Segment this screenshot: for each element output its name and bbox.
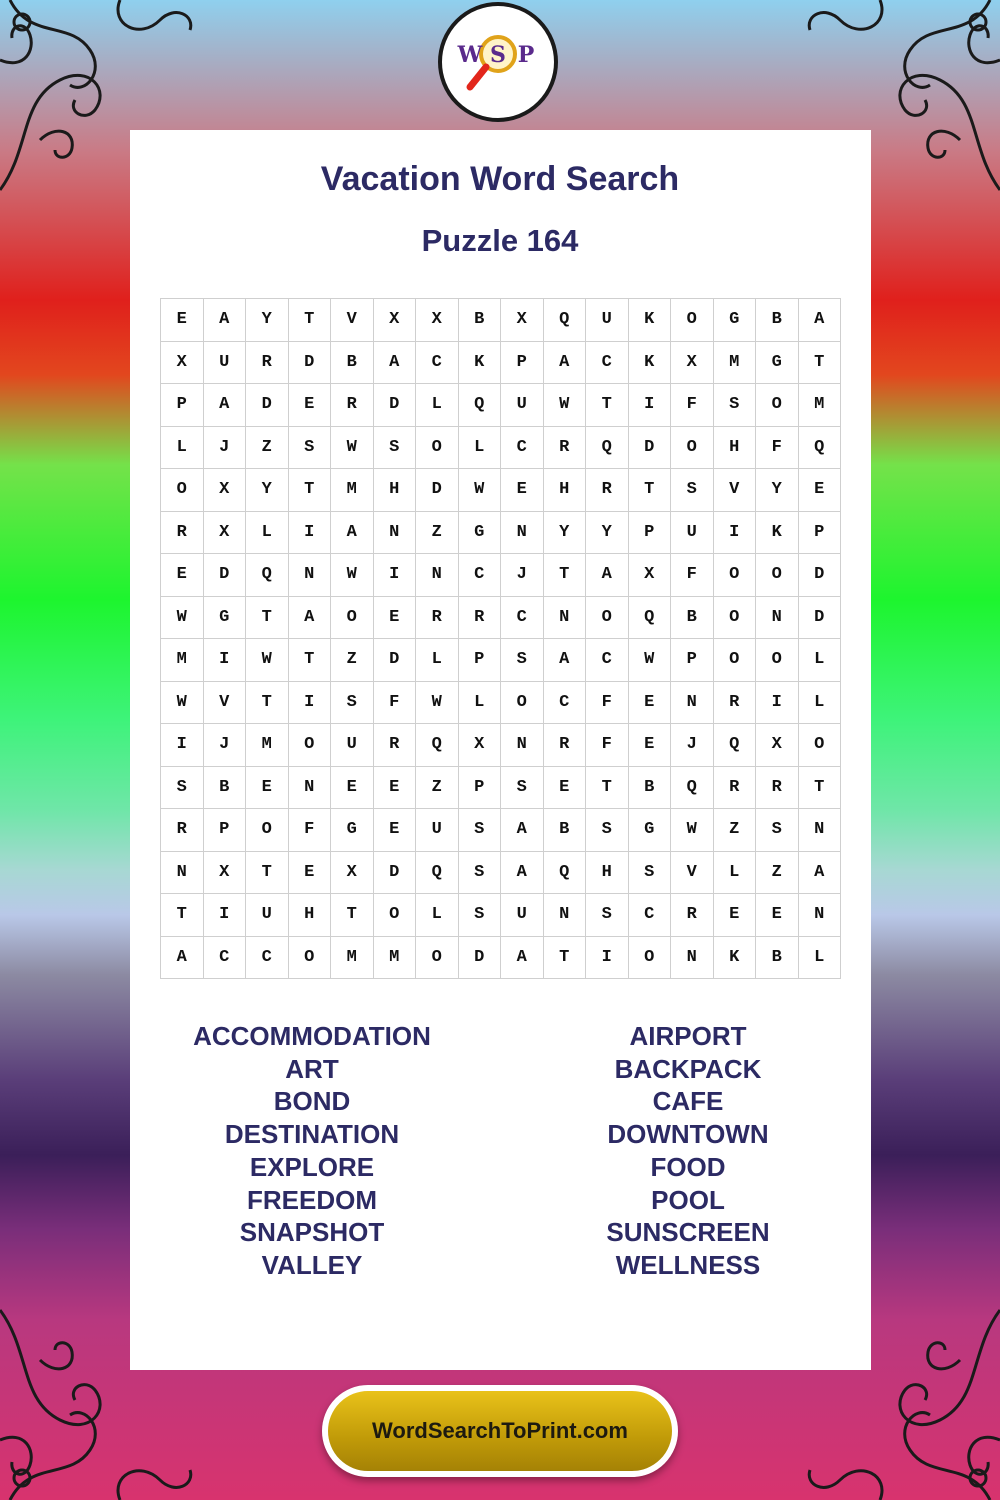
grid-cell[interactable]: R xyxy=(161,512,204,555)
grid-cell[interactable]: U xyxy=(331,724,374,767)
grid-cell[interactable]: E xyxy=(374,767,417,810)
grid-cell[interactable]: R xyxy=(544,724,587,767)
grid-cell[interactable]: X xyxy=(204,512,247,555)
grid-cell[interactable]: X xyxy=(204,469,247,512)
grid-cell[interactable]: G xyxy=(459,512,502,555)
word-list-left xyxy=(147,1020,477,1282)
grid-cell[interactable]: R xyxy=(459,597,502,640)
grid-cell[interactable]: E xyxy=(501,469,544,512)
grid-cell[interactable]: H xyxy=(586,852,629,895)
grid-cell[interactable]: P xyxy=(629,512,672,555)
grid-cell[interactable]: Q xyxy=(459,384,502,427)
grid-cell[interactable]: K xyxy=(629,299,672,342)
grid-cell[interactable]: D xyxy=(374,384,417,427)
word-list-item: ACCOMMODATION xyxy=(193,1021,431,1051)
grid-cell[interactable]: M xyxy=(799,384,842,427)
grid-cell[interactable]: T xyxy=(799,342,842,385)
grid-cell[interactable]: Q xyxy=(671,767,714,810)
word-list-item: SNAPSHOT xyxy=(239,1217,385,1248)
grid-cell[interactable]: K xyxy=(756,512,799,555)
word-list-item: CAFE xyxy=(652,1086,724,1117)
grid-cell[interactable]: S xyxy=(586,894,629,937)
grid-cell[interactable]: F xyxy=(671,554,714,597)
grid-cell[interactable]: M xyxy=(374,937,417,980)
grid-cell[interactable]: B xyxy=(459,299,502,342)
grid-cell[interactable]: X xyxy=(501,299,544,342)
grid-cell[interactable]: L xyxy=(799,937,842,980)
grid-cell[interactable]: B xyxy=(671,597,714,640)
grid-cell[interactable]: D xyxy=(374,639,417,682)
grid-cell[interactable]: O xyxy=(714,554,757,597)
grid-cell[interactable]: O xyxy=(246,809,289,852)
grid-cell[interactable]: B xyxy=(331,342,374,385)
word-list-item: ART xyxy=(285,1053,339,1084)
grid-cell[interactable]: T xyxy=(544,937,587,980)
grid-cell[interactable]: S xyxy=(671,469,714,512)
grid-cell[interactable]: Z xyxy=(416,767,459,810)
grid-cell[interactable]: X xyxy=(204,852,247,895)
grid-cell[interactable]: W xyxy=(161,597,204,640)
grid-cell[interactable]: K xyxy=(459,342,502,385)
grid-cell[interactable]: R xyxy=(714,767,757,810)
grid-cell[interactable]: U xyxy=(501,384,544,427)
word-list-right xyxy=(523,1020,853,1282)
grid-cell[interactable]: E xyxy=(289,384,332,427)
grid-cell[interactable]: L xyxy=(246,512,289,555)
grid-cell[interactable]: L xyxy=(416,384,459,427)
grid-cell[interactable]: I xyxy=(204,639,247,682)
grid-cell[interactable]: T xyxy=(246,852,289,895)
grid-cell[interactable]: N xyxy=(289,554,332,597)
grid-cell[interactable]: I xyxy=(714,512,757,555)
grid-cell[interactable]: P xyxy=(799,512,842,555)
grid-cell[interactable]: E xyxy=(331,767,374,810)
grid-cell[interactable]: S xyxy=(629,852,672,895)
grid-cell[interactable]: E xyxy=(756,894,799,937)
grid-cell[interactable]: G xyxy=(629,809,672,852)
grid-cell[interactable]: C xyxy=(459,554,502,597)
grid-cell[interactable]: T xyxy=(586,767,629,810)
site-link[interactable]: WordSearchToPrint.com xyxy=(372,1418,628,1443)
grid-cell[interactable]: M xyxy=(331,469,374,512)
grid-cell[interactable]: C xyxy=(586,342,629,385)
grid-cell[interactable]: O xyxy=(586,597,629,640)
grid-cell[interactable]: A xyxy=(204,299,247,342)
grid-cell[interactable]: D xyxy=(204,554,247,597)
grid-cell[interactable]: R xyxy=(416,597,459,640)
grid-cell[interactable]: T xyxy=(246,597,289,640)
grid-cell[interactable]: E xyxy=(629,682,672,725)
grid-cell[interactable]: R xyxy=(586,469,629,512)
grid-cell[interactable]: U xyxy=(671,512,714,555)
grid-cell[interactable]: E xyxy=(374,597,417,640)
grid-cell[interactable]: G xyxy=(204,597,247,640)
grid-cell[interactable]: I xyxy=(161,724,204,767)
grid-cell[interactable]: V xyxy=(204,682,247,725)
grid-cell[interactable]: Q xyxy=(629,597,672,640)
grid-cell[interactable]: E xyxy=(714,894,757,937)
grid-cell[interactable]: C xyxy=(416,342,459,385)
grid-cell[interactable]: N xyxy=(501,512,544,555)
grid-cell[interactable]: Q xyxy=(416,724,459,767)
grid-cell[interactable]: U xyxy=(204,342,247,385)
grid-cell[interactable]: S xyxy=(459,894,502,937)
grid-cell[interactable]: I xyxy=(204,894,247,937)
grid-cell[interactable]: E xyxy=(374,809,417,852)
grid-cell[interactable]: R xyxy=(331,384,374,427)
grid-cell[interactable]: I xyxy=(289,512,332,555)
grid-cell[interactable]: U xyxy=(586,299,629,342)
grid-cell[interactable]: W xyxy=(459,469,502,512)
grid-cell[interactable]: E xyxy=(161,554,204,597)
grid-cell[interactable]: D xyxy=(799,597,842,640)
grid-cell[interactable]: O xyxy=(331,597,374,640)
grid-cell[interactable]: S xyxy=(374,427,417,470)
grid-cell[interactable]: Z xyxy=(714,809,757,852)
grid-cell[interactable]: A xyxy=(331,512,374,555)
grid-cell[interactable]: S xyxy=(331,682,374,725)
grid-cell[interactable]: G xyxy=(714,299,757,342)
grid-cell[interactable]: X xyxy=(459,724,502,767)
grid-cell[interactable]: D xyxy=(374,852,417,895)
logo-letter-w: W xyxy=(457,42,483,68)
grid-cell[interactable]: K xyxy=(629,342,672,385)
grid-cell[interactable]: C xyxy=(501,427,544,470)
grid-cell[interactable]: M xyxy=(161,639,204,682)
grid-cell[interactable]: S xyxy=(289,427,332,470)
grid-cell[interactable]: M xyxy=(331,937,374,980)
grid-cell[interactable]: T xyxy=(331,894,374,937)
grid-cell[interactable]: T xyxy=(629,469,672,512)
word-list-item: DESTINATION xyxy=(224,1119,400,1150)
grid-cell[interactable]: A xyxy=(544,342,587,385)
grid-cell[interactable]: I xyxy=(756,682,799,725)
grid-cell[interactable]: P xyxy=(459,639,502,682)
grid-cell[interactable]: R xyxy=(714,682,757,725)
grid-cell[interactable]: Z xyxy=(416,512,459,555)
grid-cell[interactable]: X xyxy=(374,299,417,342)
grid-cell[interactable]: W xyxy=(629,639,672,682)
grid-cell[interactable]: I xyxy=(629,384,672,427)
grid-cell[interactable]: P xyxy=(161,384,204,427)
grid-cell[interactable]: I xyxy=(586,937,629,980)
grid-cell[interactable]: L xyxy=(799,639,842,682)
grid-cell[interactable]: O xyxy=(161,469,204,512)
grid-cell[interactable]: D xyxy=(246,384,289,427)
grid-cell[interactable]: A xyxy=(374,342,417,385)
grid-cell[interactable]: C xyxy=(246,937,289,980)
grid-cell[interactable]: S xyxy=(714,384,757,427)
grid-cell[interactable]: T xyxy=(289,469,332,512)
grid-cell[interactable]: C xyxy=(501,597,544,640)
grid-cell[interactable]: M xyxy=(714,342,757,385)
grid-cell[interactable]: L xyxy=(799,682,842,725)
word-list-item: BACKPACK xyxy=(614,1053,762,1084)
grid-cell[interactable]: Q xyxy=(416,852,459,895)
grid-cell[interactable]: Z xyxy=(756,852,799,895)
grid-cell[interactable]: O xyxy=(756,554,799,597)
grid-cell[interactable]: W xyxy=(246,639,289,682)
grid-cell[interactable]: E xyxy=(544,767,587,810)
grid-cell[interactable]: R xyxy=(161,809,204,852)
grid-cell[interactable]: C xyxy=(586,639,629,682)
grid-cell[interactable]: O xyxy=(289,724,332,767)
grid-cell[interactable]: Y xyxy=(756,469,799,512)
grid-cell[interactable]: Y xyxy=(544,512,587,555)
grid-cell[interactable]: S xyxy=(161,767,204,810)
grid-cell[interactable]: N xyxy=(756,597,799,640)
grid-cell[interactable]: R xyxy=(374,724,417,767)
grid-cell[interactable]: Q xyxy=(544,299,587,342)
word-list-item: BOND xyxy=(273,1086,351,1117)
grid-cell[interactable]: R xyxy=(544,427,587,470)
grid-cell[interactable]: L xyxy=(416,894,459,937)
grid-cell[interactable]: O xyxy=(289,937,332,980)
grid-cell[interactable]: W xyxy=(161,682,204,725)
grid-cell[interactable]: N xyxy=(799,894,842,937)
grid-cell[interactable]: R xyxy=(246,342,289,385)
grid-cell[interactable]: X xyxy=(416,299,459,342)
grid-cell[interactable]: N xyxy=(289,767,332,810)
grid-cell[interactable]: W xyxy=(331,427,374,470)
grid-cell[interactable]: S xyxy=(459,809,502,852)
grid-cell[interactable]: U xyxy=(501,894,544,937)
grid-cell[interactable]: A xyxy=(289,597,332,640)
grid-cell[interactable]: A xyxy=(501,852,544,895)
wsp-logo xyxy=(438,2,558,122)
grid-cell[interactable]: A xyxy=(161,937,204,980)
grid-cell[interactable]: L xyxy=(416,639,459,682)
grid-cell[interactable]: F xyxy=(289,809,332,852)
grid-cell[interactable]: Y xyxy=(246,299,289,342)
grid-cell[interactable]: H xyxy=(544,469,587,512)
word-list-item: WELLNESS xyxy=(615,1249,761,1280)
grid-cell[interactable]: N xyxy=(544,597,587,640)
grid-cell[interactable]: L xyxy=(714,852,757,895)
grid-cell[interactable]: N xyxy=(501,724,544,767)
grid-cell[interactable]: E xyxy=(799,469,842,512)
grid-cell[interactable]: Z xyxy=(331,639,374,682)
puzzle-number: Puzzle 164 xyxy=(421,223,579,258)
grid-cell[interactable]: G xyxy=(756,342,799,385)
grid-cell[interactable]: E xyxy=(161,299,204,342)
grid-cell[interactable]: N xyxy=(671,682,714,725)
grid-cell[interactable]: N xyxy=(161,852,204,895)
grid-cell[interactable]: I xyxy=(374,554,417,597)
grid-cell[interactable]: X xyxy=(671,342,714,385)
grid-cell[interactable]: G xyxy=(331,809,374,852)
grid-cell[interactable]: P xyxy=(459,767,502,810)
word-list-item: VALLEY xyxy=(261,1249,363,1280)
grid-cell[interactable]: U xyxy=(246,894,289,937)
grid-cell[interactable]: L xyxy=(459,427,502,470)
grid-cell[interactable]: A xyxy=(544,639,587,682)
grid-cell[interactable]: X xyxy=(161,342,204,385)
word-list-item: FREEDOM xyxy=(247,1184,377,1215)
grid-cell[interactable]: A xyxy=(586,554,629,597)
grid-cell[interactable]: X xyxy=(331,852,374,895)
grid-cell[interactable]: T xyxy=(544,554,587,597)
grid-cell[interactable]: E xyxy=(289,852,332,895)
grid-cell[interactable]: N xyxy=(544,894,587,937)
grid-cell[interactable]: O xyxy=(416,937,459,980)
logo-letter-s: S xyxy=(490,42,506,68)
grid-cell[interactable]: Z xyxy=(246,427,289,470)
grid-cell[interactable]: O xyxy=(671,427,714,470)
logo-letter-p: P xyxy=(517,42,535,68)
grid-cell[interactable]: T xyxy=(161,894,204,937)
grid-cell[interactable]: I xyxy=(289,682,332,725)
grid-cell[interactable]: L xyxy=(161,427,204,470)
grid-cell[interactable]: B xyxy=(756,299,799,342)
grid-cell[interactable]: N xyxy=(799,809,842,852)
grid-cell[interactable]: O xyxy=(374,894,417,937)
grid-cell[interactable]: M xyxy=(246,724,289,767)
grid-cell[interactable]: V xyxy=(671,852,714,895)
grid-cell[interactable]: R xyxy=(671,894,714,937)
grid-cell[interactable]: W xyxy=(544,384,587,427)
grid-cell[interactable]: A xyxy=(204,384,247,427)
grid-cell[interactable]: Q xyxy=(544,852,587,895)
grid-cell[interactable]: O xyxy=(501,682,544,725)
grid-cell[interactable]: F xyxy=(586,682,629,725)
grid-cell[interactable]: A xyxy=(799,299,842,342)
grid-cell[interactable]: D xyxy=(459,937,502,980)
grid-cell[interactable]: O xyxy=(714,639,757,682)
grid-cell[interactable]: N xyxy=(374,512,417,555)
grid-cell[interactable]: D xyxy=(629,427,672,470)
letter-grid xyxy=(160,298,841,979)
grid-cell[interactable]: O xyxy=(629,937,672,980)
grid-cell[interactable]: F xyxy=(374,682,417,725)
grid-cell[interactable]: W xyxy=(331,554,374,597)
grid-cell[interactable]: W xyxy=(416,682,459,725)
grid-cell[interactable]: J xyxy=(501,554,544,597)
word-list-item: AIRPORT xyxy=(629,1021,747,1051)
grid-cell[interactable]: A xyxy=(501,809,544,852)
grid-cell[interactable]: O xyxy=(714,597,757,640)
grid-cell[interactable]: O xyxy=(756,384,799,427)
grid-cell[interactable]: H xyxy=(374,469,417,512)
grid-cell[interactable]: J xyxy=(204,427,247,470)
grid-cell[interactable]: X xyxy=(629,554,672,597)
grid-cell[interactable]: R xyxy=(756,767,799,810)
grid-cell[interactable]: V xyxy=(331,299,374,342)
grid-cell[interactable]: Q xyxy=(586,427,629,470)
grid-cell[interactable]: P xyxy=(671,639,714,682)
grid-cell[interactable]: N xyxy=(671,937,714,980)
word-list-item: SUNSCREEN xyxy=(606,1217,770,1248)
grid-cell[interactable]: F xyxy=(756,427,799,470)
grid-cell[interactable]: Q xyxy=(714,724,757,767)
grid-cell[interactable]: Q xyxy=(246,554,289,597)
grid-cell[interactable]: S xyxy=(501,639,544,682)
grid-cell[interactable]: O xyxy=(799,724,842,767)
grid-cell[interactable]: B xyxy=(204,767,247,810)
word-list-item: POOL xyxy=(651,1184,725,1215)
grid-cell[interactable]: B xyxy=(629,767,672,810)
grid-cell[interactable]: D xyxy=(289,342,332,385)
grid-cell[interactable]: W xyxy=(671,809,714,852)
grid-cell[interactable]: B xyxy=(544,809,587,852)
grid-cell[interactable]: O xyxy=(671,299,714,342)
grid-cell[interactable]: T xyxy=(246,682,289,725)
grid-cell[interactable]: V xyxy=(714,469,757,512)
grid-cell[interactable]: A xyxy=(799,852,842,895)
grid-cell[interactable]: K xyxy=(714,937,757,980)
grid-cell[interactable]: S xyxy=(756,809,799,852)
grid-cell[interactable]: N xyxy=(416,554,459,597)
grid-cell[interactable]: S xyxy=(501,767,544,810)
grid-cell[interactable]: H xyxy=(289,894,332,937)
grid-cell[interactable]: C xyxy=(204,937,247,980)
grid-cell[interactable]: T xyxy=(289,299,332,342)
grid-cell[interactable]: F xyxy=(586,724,629,767)
grid-cell[interactable]: S xyxy=(459,852,502,895)
grid-cell[interactable]: D xyxy=(416,469,459,512)
grid-cell[interactable]: Y xyxy=(246,469,289,512)
magnifier-icon xyxy=(448,12,548,112)
grid-cell[interactable]: C xyxy=(629,894,672,937)
grid-cell[interactable]: X xyxy=(756,724,799,767)
grid-cell[interactable]: U xyxy=(416,809,459,852)
grid-cell[interactable]: H xyxy=(714,427,757,470)
grid-cell[interactable]: T xyxy=(289,639,332,682)
grid-cell[interactable]: B xyxy=(756,937,799,980)
grid-cell[interactable]: O xyxy=(756,639,799,682)
grid-cell[interactable]: E xyxy=(246,767,289,810)
grid-cell[interactable]: Q xyxy=(799,427,842,470)
word-list-item: DOWNTOWN xyxy=(607,1119,769,1150)
grid-cell[interactable]: P xyxy=(204,809,247,852)
grid-cell[interactable]: C xyxy=(544,682,587,725)
word-list-item: EXPLORE xyxy=(249,1151,375,1182)
site-banner[interactable] xyxy=(322,1385,678,1477)
grid-cell[interactable]: O xyxy=(416,427,459,470)
grid-cell[interactable]: D xyxy=(799,554,842,597)
word-list-item: FOOD xyxy=(650,1151,726,1182)
grid-cell[interactable]: F xyxy=(671,384,714,427)
grid-cell[interactable]: T xyxy=(586,384,629,427)
grid-cell[interactable]: L xyxy=(459,682,502,725)
grid-cell[interactable]: S xyxy=(586,809,629,852)
grid-cell[interactable]: A xyxy=(501,937,544,980)
page-title: Vacation Word Search xyxy=(320,160,680,198)
grid-cell[interactable]: J xyxy=(204,724,247,767)
grid-cell[interactable]: J xyxy=(671,724,714,767)
grid-cell[interactable]: E xyxy=(629,724,672,767)
grid-cell[interactable]: Y xyxy=(586,512,629,555)
grid-cell[interactable]: T xyxy=(799,767,842,810)
grid-cell[interactable]: P xyxy=(501,342,544,385)
